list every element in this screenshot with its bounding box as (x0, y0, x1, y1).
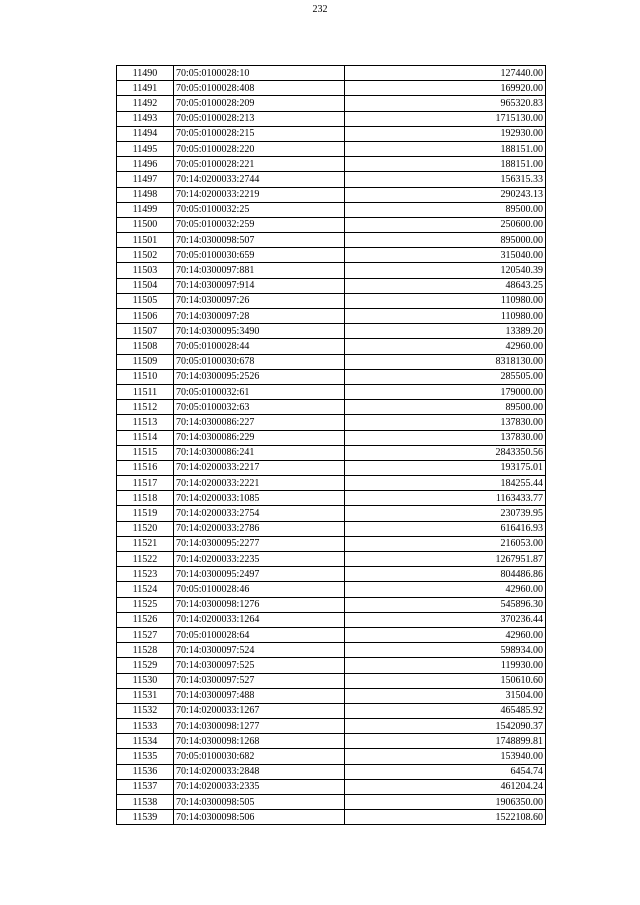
cadastral-value-cell: 13389.20 (345, 324, 546, 339)
cadastral-number-cell: 70:14:0300095:3490 (174, 324, 345, 339)
cadastral-number-cell: 70:05:0100030:682 (174, 749, 345, 764)
cadastral-number-cell: 70:14:0300098:1277 (174, 719, 345, 734)
row-number-cell: 11525 (117, 597, 174, 612)
cadastral-value-cell: 965320.83 (345, 96, 546, 111)
cadastral-number-cell: 70:14:0300086:227 (174, 415, 345, 430)
table-row (117, 263, 546, 278)
cadastral-value-cell: 1748899.81 (345, 734, 546, 749)
cadastral-number-cell: 70:05:0100032:25 (174, 202, 345, 217)
table-row (117, 81, 546, 96)
row-number-cell: 11500 (117, 217, 174, 232)
row-number-cell: 11497 (117, 172, 174, 187)
cadastral-number-cell: 70:14:0300097:527 (174, 673, 345, 688)
row-number-cell: 11524 (117, 582, 174, 597)
row-number-cell: 11509 (117, 354, 174, 369)
table-row (117, 384, 546, 399)
cadastral-number-cell: 70:14:0300095:2497 (174, 567, 345, 582)
cadastral-value-cell: 110980.00 (345, 293, 546, 308)
row-number-cell: 11517 (117, 476, 174, 491)
row-number-cell: 11502 (117, 248, 174, 263)
row-number-cell: 11538 (117, 795, 174, 810)
row-number-cell: 11501 (117, 233, 174, 248)
table-row (117, 96, 546, 111)
table-row (117, 536, 546, 551)
table-row (117, 552, 546, 567)
row-number-cell: 11531 (117, 688, 174, 703)
table-row (117, 233, 546, 248)
cadastral-value-cell: 48643.25 (345, 278, 546, 293)
cadastral-number-cell: 70:14:0300098:506 (174, 810, 345, 825)
table-row (117, 172, 546, 187)
cadastral-value-cell: 120540.39 (345, 263, 546, 278)
cadastral-number-cell: 70:05:0100030:659 (174, 248, 345, 263)
cadastral-number-cell: 70:14:0200033:2219 (174, 187, 345, 202)
table-row (117, 491, 546, 506)
row-number-cell: 11523 (117, 567, 174, 582)
row-number-cell: 11532 (117, 703, 174, 718)
cadastral-value-cell: 1906350.00 (345, 795, 546, 810)
cadastral-value-cell: 169920.00 (345, 81, 546, 96)
row-number-cell: 11505 (117, 293, 174, 308)
cadastral-value-cell: 545896.30 (345, 597, 546, 612)
row-number-cell: 11495 (117, 141, 174, 156)
table-row (117, 688, 546, 703)
cadastral-value-cell: 188151.00 (345, 141, 546, 156)
cadastral-number-cell: 70:14:0200033:1267 (174, 703, 345, 718)
table-row (117, 278, 546, 293)
cadastral-number-cell: 70:05:0100028:64 (174, 627, 345, 642)
row-number-cell: 11533 (117, 719, 174, 734)
cadastral-value-cell: 250600.00 (345, 217, 546, 232)
cadastral-value-cell: 89500.00 (345, 400, 546, 415)
cadastral-number-cell: 70:05:0100028:221 (174, 157, 345, 172)
row-number-cell: 11510 (117, 369, 174, 384)
cadastral-value-cell: 42960.00 (345, 582, 546, 597)
cadastral-value-cell: 89500.00 (345, 202, 546, 217)
row-number-cell: 11527 (117, 627, 174, 642)
table-row (117, 476, 546, 491)
table-row (117, 506, 546, 521)
table-row (117, 779, 546, 794)
table-row (117, 612, 546, 627)
table-row (117, 126, 546, 141)
cadastral-number-cell: 70:05:0100028:215 (174, 126, 345, 141)
table-row (117, 66, 546, 81)
table-row (117, 445, 546, 460)
row-number-cell: 11499 (117, 202, 174, 217)
cadastral-value-cell: 127440.00 (345, 66, 546, 81)
cadastral-value-cell: 179000.00 (345, 384, 546, 399)
table-row (117, 460, 546, 475)
cadastral-value-cell: 1267951.87 (345, 552, 546, 567)
cadastral-value-cell: 804486.86 (345, 567, 546, 582)
cadastral-number-cell: 70:05:0100032:61 (174, 384, 345, 399)
cadastral-number-cell: 70:14:0300097:488 (174, 688, 345, 703)
cadastral-value-cell: 188151.00 (345, 157, 546, 172)
cadastral-number-cell: 70:14:0300098:1276 (174, 597, 345, 612)
row-number-cell: 11530 (117, 673, 174, 688)
cadastral-number-cell: 70:14:0200033:2754 (174, 506, 345, 521)
cadastral-number-cell: 70:14:0300097:881 (174, 263, 345, 278)
table-row (117, 217, 546, 232)
row-number-cell: 11522 (117, 552, 174, 567)
cadastral-value-cell: 119930.00 (345, 658, 546, 673)
row-number-cell: 11521 (117, 536, 174, 551)
cadastral-number-cell: 70:14:0200033:2786 (174, 521, 345, 536)
cadastral-number-cell: 70:14:0300086:229 (174, 430, 345, 445)
cadastral-value-cell: 1715130.00 (345, 111, 546, 126)
cadastral-number-cell: 70:14:0200033:2217 (174, 460, 345, 475)
table-row (117, 369, 546, 384)
cadastral-number-cell: 70:14:0300098:507 (174, 233, 345, 248)
cadastral-value-cell: 895000.00 (345, 233, 546, 248)
row-number-cell: 11539 (117, 810, 174, 825)
row-number-cell: 11508 (117, 339, 174, 354)
table-row (117, 521, 546, 536)
cadastral-number-cell: 70:14:0300095:2526 (174, 369, 345, 384)
cadastral-number-cell: 70:14:0300095:2277 (174, 536, 345, 551)
row-number-cell: 11519 (117, 506, 174, 521)
cadastral-value-cell: 216053.00 (345, 536, 546, 551)
row-number-cell: 11506 (117, 309, 174, 324)
table-row (117, 810, 546, 825)
cadastral-value-cell: 370236.44 (345, 612, 546, 627)
table-row (117, 749, 546, 764)
table-row (117, 430, 546, 445)
row-number-cell: 11512 (117, 400, 174, 415)
cadastral-value-cell: 616416.93 (345, 521, 546, 536)
cadastral-value-cell: 465485.92 (345, 703, 546, 718)
cadastral-value-cell: 153940.00 (345, 749, 546, 764)
row-number-cell: 11490 (117, 66, 174, 81)
row-number-cell: 11515 (117, 445, 174, 460)
cadastral-value-cell: 31504.00 (345, 688, 546, 703)
cadastral-value-cell: 110980.00 (345, 309, 546, 324)
cadastral-value-cell: 184255.44 (345, 476, 546, 491)
cadastral-number-cell: 70:05:0100028:44 (174, 339, 345, 354)
row-number-cell: 11535 (117, 749, 174, 764)
cadastral-number-cell: 70:14:0300086:241 (174, 445, 345, 460)
cadastral-number-cell: 70:05:0100032:63 (174, 400, 345, 415)
cadastral-number-cell: 70:05:0100028:10 (174, 66, 345, 81)
table-row (117, 627, 546, 642)
row-number-cell: 11491 (117, 81, 174, 96)
table-row (117, 415, 546, 430)
cadastral-number-cell: 70:14:0200033:2744 (174, 172, 345, 187)
cadastral-number-cell: 70:05:0100030:678 (174, 354, 345, 369)
table-row (117, 703, 546, 718)
cadastral-value-cell: 137830.00 (345, 415, 546, 430)
table-row (117, 795, 546, 810)
cadastral-number-cell: 70:05:0100028:408 (174, 81, 345, 96)
table-body (117, 66, 546, 825)
table-row (117, 643, 546, 658)
table-row (117, 400, 546, 415)
table-row (117, 764, 546, 779)
cadastral-number-cell: 70:05:0100028:220 (174, 141, 345, 156)
table-row (117, 658, 546, 673)
cadastral-number-cell: 70:14:0300098:1268 (174, 734, 345, 749)
cadastral-number-cell: 70:05:0100032:259 (174, 217, 345, 232)
cadastral-number-cell: 70:05:0100028:213 (174, 111, 345, 126)
page-number: 232 (312, 4, 328, 15)
cadastral-value-cell: 192930.00 (345, 126, 546, 141)
cadastral-number-cell: 70:14:0200033:2235 (174, 552, 345, 567)
cadastral-value-cell: 8318130.00 (345, 354, 546, 369)
cadastral-value-cell: 290243.13 (345, 187, 546, 202)
row-number-cell: 11494 (117, 126, 174, 141)
row-number-cell: 11529 (117, 658, 174, 673)
cadastral-value-cell: 315040.00 (345, 248, 546, 263)
table-row (117, 567, 546, 582)
table-row (117, 734, 546, 749)
cadastral-number-cell: 70:05:0100028:46 (174, 582, 345, 597)
cadastral-number-cell: 70:14:0200033:1085 (174, 491, 345, 506)
cadastral-number-cell: 70:14:0200033:2335 (174, 779, 345, 794)
table-row (117, 293, 546, 308)
table-row (117, 202, 546, 217)
row-number-cell: 11492 (117, 96, 174, 111)
row-number-cell: 11534 (117, 734, 174, 749)
cadastral-number-cell: 70:14:0300097:28 (174, 309, 345, 324)
cadastral-value-cell: 150610.60 (345, 673, 546, 688)
row-number-cell: 11511 (117, 384, 174, 399)
table-row (117, 324, 546, 339)
cadastral-value-cell: 42960.00 (345, 339, 546, 354)
table-row (117, 187, 546, 202)
row-number-cell: 11513 (117, 415, 174, 430)
row-number-cell: 11504 (117, 278, 174, 293)
row-number-cell: 11498 (117, 187, 174, 202)
cadastral-value-cell: 6454.74 (345, 764, 546, 779)
table-row (117, 354, 546, 369)
row-number-cell: 11514 (117, 430, 174, 445)
cadastral-number-cell: 70:05:0100028:209 (174, 96, 345, 111)
cadastral-number-cell: 70:14:0200033:2848 (174, 764, 345, 779)
table-row (117, 339, 546, 354)
cadastral-value-cell: 1163433.77 (345, 491, 546, 506)
row-number-cell: 11520 (117, 521, 174, 536)
table-row (117, 582, 546, 597)
cadastral-value-cell: 461204.24 (345, 779, 546, 794)
cadastral-value-cell: 1522108.60 (345, 810, 546, 825)
cadastral-number-cell: 70:14:0300098:505 (174, 795, 345, 810)
cadastral-value-cell: 598934.00 (345, 643, 546, 658)
cadastral-value-cell: 285505.00 (345, 369, 546, 384)
cadastral-number-cell: 70:14:0300097:524 (174, 643, 345, 658)
cadastral-value-cell: 2843350.56 (345, 445, 546, 460)
cadastral-value-cell: 156315.33 (345, 172, 546, 187)
table-row (117, 597, 546, 612)
cadastral-number-cell: 70:14:0200033:2221 (174, 476, 345, 491)
row-number-cell: 11507 (117, 324, 174, 339)
cadastral-value-cell: 137830.00 (345, 430, 546, 445)
cadastral-value-cell: 1542090.37 (345, 719, 546, 734)
table-row (117, 719, 546, 734)
row-number-cell: 11537 (117, 779, 174, 794)
row-number-cell: 11526 (117, 612, 174, 627)
row-number-cell: 11516 (117, 460, 174, 475)
row-number-cell: 11493 (117, 111, 174, 126)
row-number-cell: 11518 (117, 491, 174, 506)
row-number-cell: 11536 (117, 764, 174, 779)
cadastral-number-cell: 70:14:0200033:1264 (174, 612, 345, 627)
cadastral-value-cell: 230739.95 (345, 506, 546, 521)
table-row (117, 673, 546, 688)
cadastral-number-cell: 70:14:0300097:26 (174, 293, 345, 308)
cadastral-number-cell: 70:14:0300097:914 (174, 278, 345, 293)
cadastral-value-cell: 42960.00 (345, 627, 546, 642)
table-row (117, 157, 546, 172)
row-number-cell: 11503 (117, 263, 174, 278)
table-row (117, 309, 546, 324)
cadastral-value-table (116, 65, 546, 825)
cadastral-number-cell: 70:14:0300097:525 (174, 658, 345, 673)
table-row (117, 141, 546, 156)
row-number-cell: 11528 (117, 643, 174, 658)
table-row (117, 248, 546, 263)
cadastral-value-cell: 193175.01 (345, 460, 546, 475)
row-number-cell: 11496 (117, 157, 174, 172)
table-row (117, 111, 546, 126)
